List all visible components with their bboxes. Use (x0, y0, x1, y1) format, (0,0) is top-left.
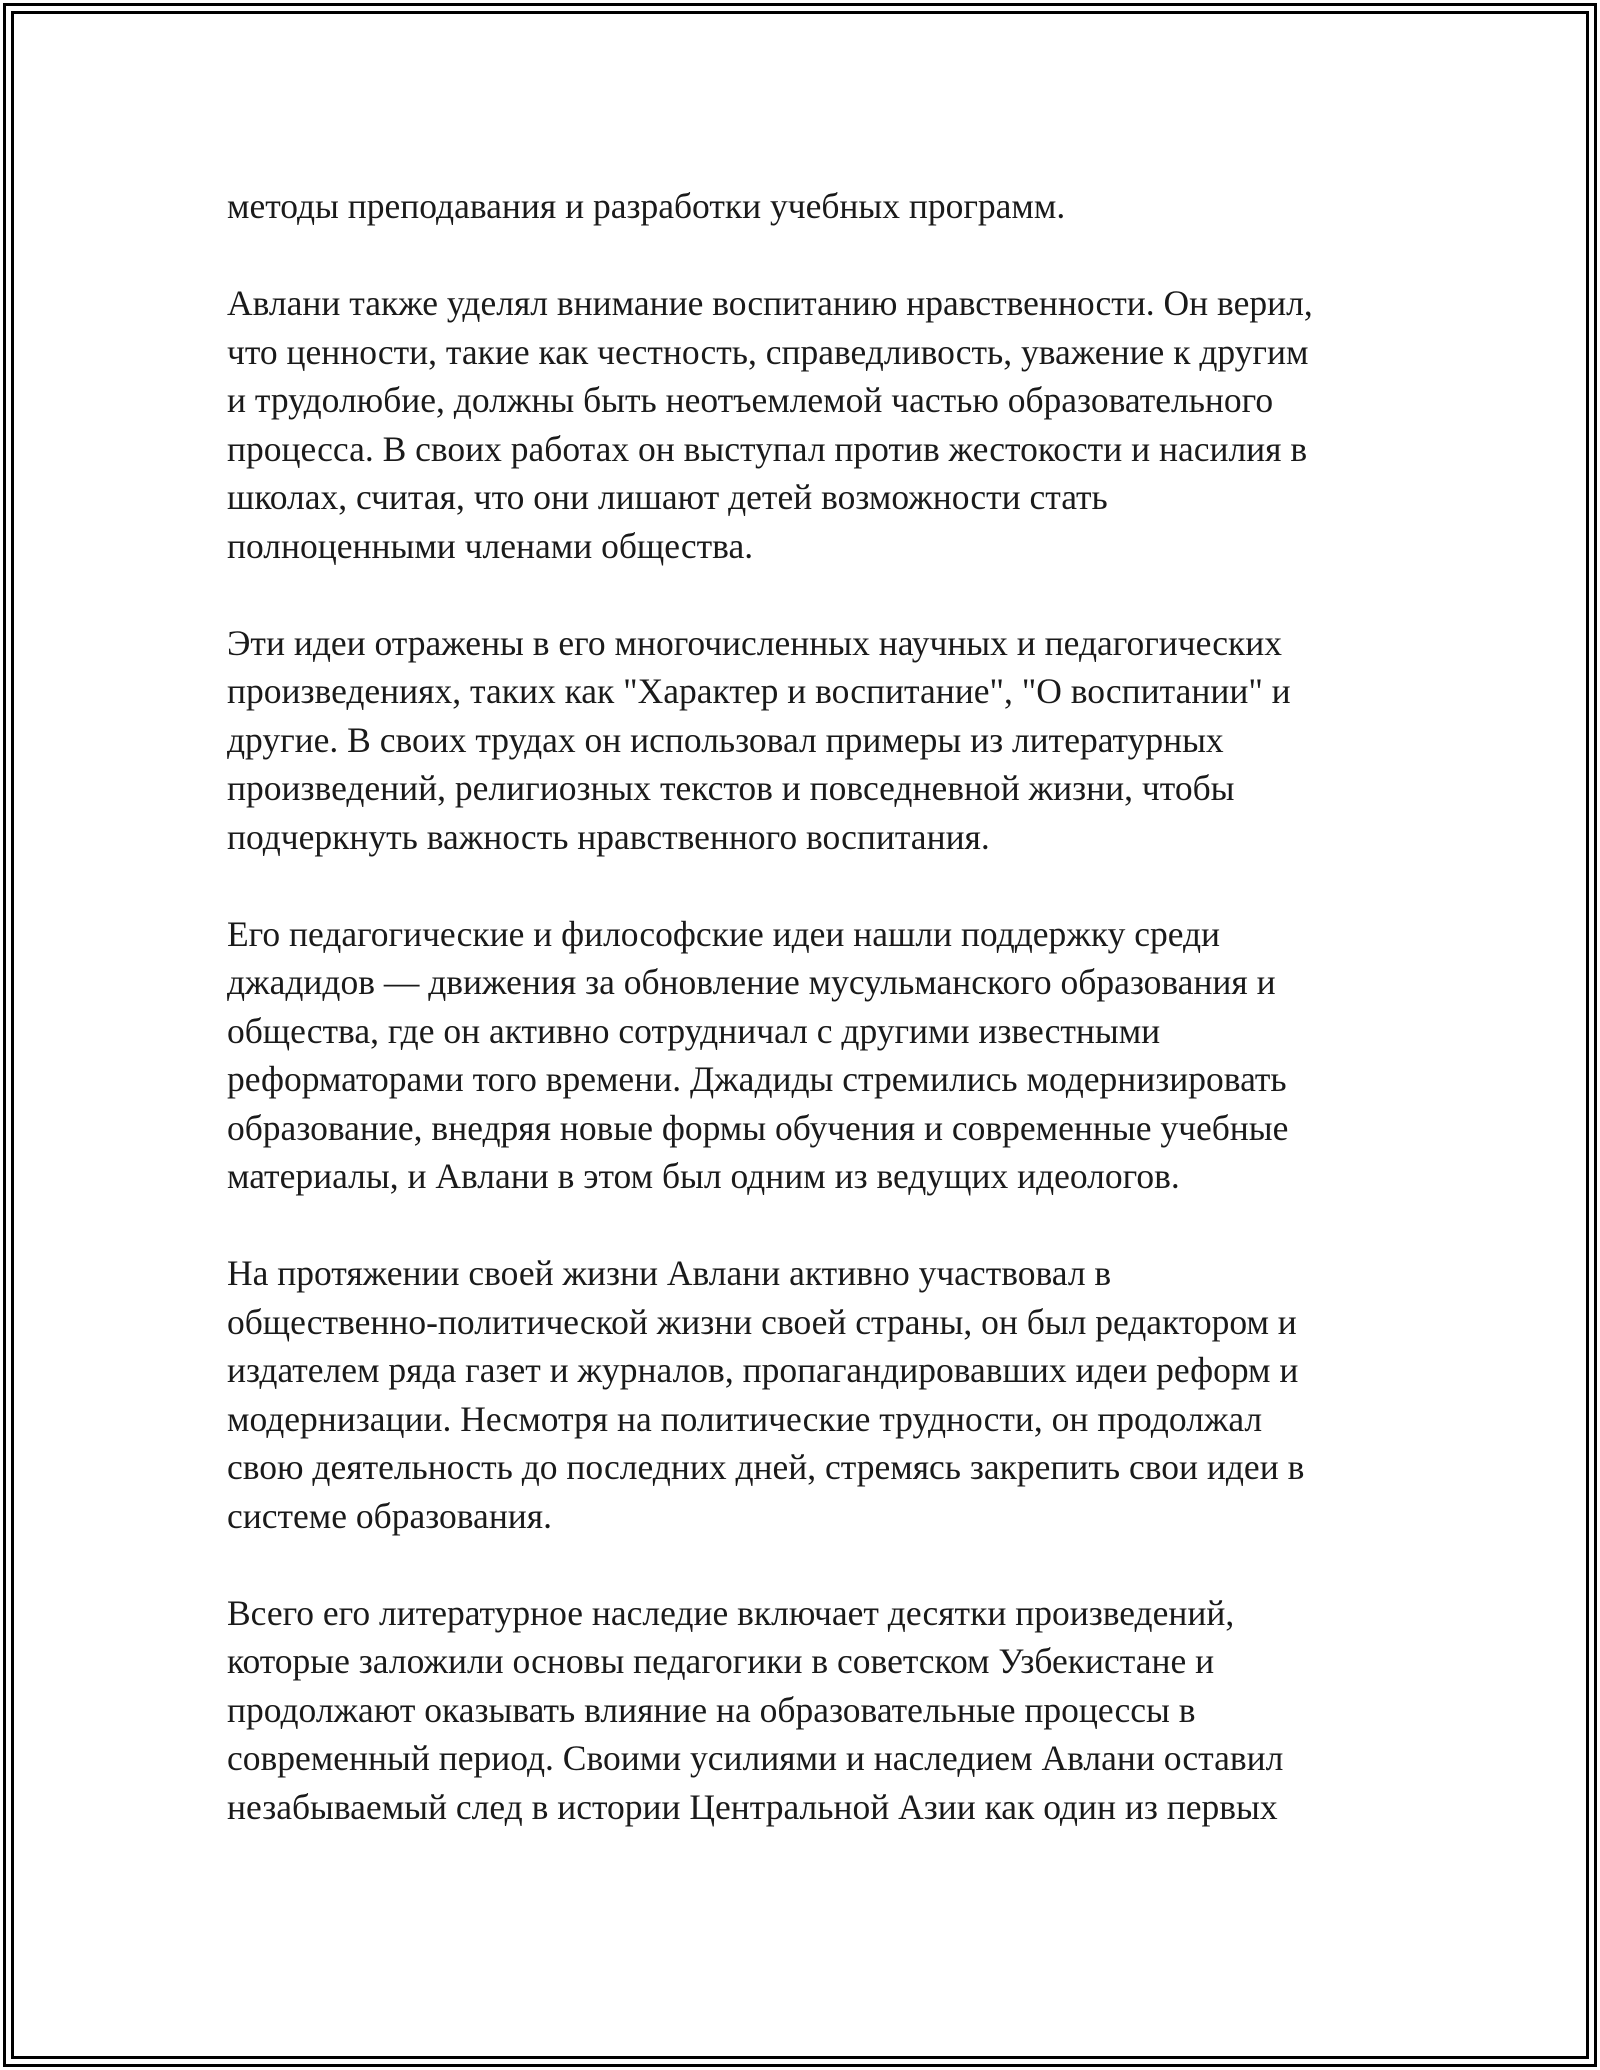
text-line: Всего его литературное наследие включает десятки произведений, (227, 1592, 1235, 1633)
text-line: издателем ряда газет и журналов, пропагандировавших идеи реформ и (227, 1350, 1299, 1390)
paragraph-5 (227, 1249, 1387, 1540)
text-line: произведений, религиозных текстов и повседневной жизни, чтобы (227, 768, 1235, 808)
text-line: На протяжении своей жизни Авлани активно участвовал в (227, 1253, 1112, 1293)
document-body (227, 182, 1387, 1880)
text-line: Эти идеи отражены в его многочисленных научных и педагогических (227, 622, 1282, 663)
paragraph-6 (227, 1589, 1387, 1832)
text-line: системе образования. (227, 1495, 553, 1536)
text-line: методы преподавания и разработки учебных программ. (227, 186, 1066, 226)
text-line: модернизации. Несмотря на политические трудности, он продолжал (227, 1398, 1263, 1439)
text-line: образование, внедряя новые формы обучения и современные учебные (227, 1107, 1289, 1148)
text-line: свою деятельность до последних дней, стремясь закрепить свои идеи в (227, 1447, 1305, 1487)
text-line: реформаторами того времени. Джадиды стремились модернизировать (227, 1059, 1287, 1099)
text-line: процесса. В своих работах он выступал против жестокости и насилия в (227, 428, 1308, 469)
text-line: произведениях, таких как "Характер и воспитание", "О воспитании" и (227, 671, 1291, 711)
text-line: продолжают оказывать влияние на образовательные процессы в (227, 1689, 1196, 1730)
text-line: общественно-политической жизни своей страны, он был редактором и (227, 1301, 1297, 1342)
text-line: школах, считая, что они лишают детей возможности стать (227, 477, 1108, 517)
text-line: которые заложили основы педагогики в советском Узбекистане и (227, 1641, 1215, 1681)
text-line: полноценными членами общества. (227, 525, 754, 566)
text-line: материалы, и Авлани в этом был одним из ведущих идеологов. (227, 1156, 1180, 1196)
text-line: современный период. Своими усилиями и наследием Авлани оставил (227, 1738, 1284, 1778)
text-line: джадидов — движения за обновление мусульманского образования и (227, 962, 1276, 1002)
paragraph-4 (227, 910, 1387, 1201)
text-line: Его педагогические и философские идеи нашли поддержку среди (227, 913, 1221, 954)
text-line: и трудолюбие, должны быть неотъемлемой частью образовательного (227, 380, 1274, 420)
text-line: общества, где он активно сотрудничал с другими известными (227, 1010, 1161, 1051)
text-line: подчеркнуть важность нравственного воспитания. (227, 816, 990, 857)
text-line: что ценности, такие как честность, справедливость, уважение к другим (227, 331, 1309, 372)
paragraph-3 (227, 619, 1387, 862)
paragraph-1 (227, 182, 1387, 231)
text-line: Авлани также уделял внимание воспитанию нравственности. Он верил, (227, 283, 1313, 323)
text-line: другие. В своих трудах он использовал примеры из литературных (227, 719, 1224, 760)
paragraph-2 (227, 279, 1387, 570)
text-line: незабываемый след в истории Центральной Азии как один из первых (227, 1786, 1278, 1827)
